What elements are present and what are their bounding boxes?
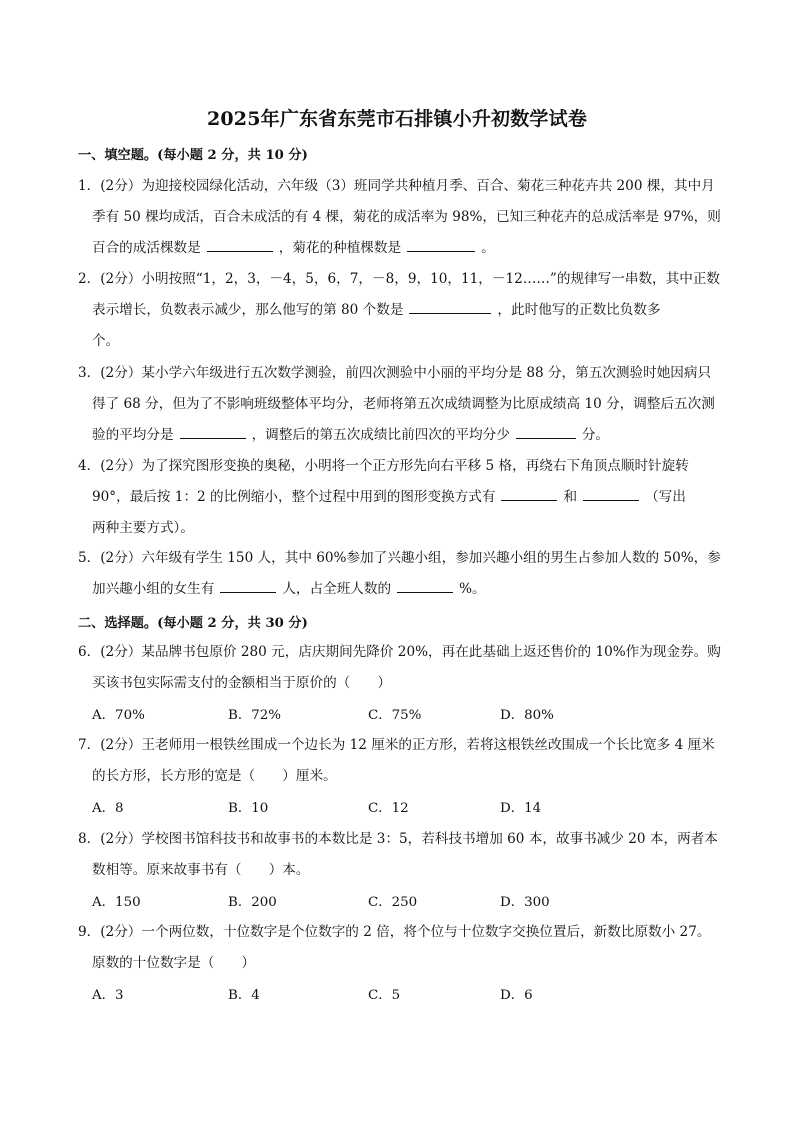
answer-blank[interactable] <box>220 578 276 593</box>
question-9-line-2: 原数的十位数字是（ ） <box>92 955 256 971</box>
question-4-text: 和 <box>563 489 578 505</box>
option-b[interactable]: B．4 <box>228 988 260 1003</box>
option-b[interactable]: B．200 <box>228 895 277 910</box>
question-5-line-2 <box>78 574 728 605</box>
question-2-line-3: 个。 <box>92 333 120 349</box>
question-3-text: 验的平均分是 <box>92 427 174 443</box>
question-4-line-3: 两种主要方式）。 <box>92 520 194 536</box>
question-1-line-3 <box>78 233 728 264</box>
question-1-line-2: 季有 50 棵均成活，百合未成活的有 4 棵，菊花的成活率为 98%，已知三种花卉的总成活率是 97%，则 <box>92 209 721 225</box>
question-4-text: （写出 <box>645 489 686 505</box>
answer-blank[interactable] <box>407 237 475 252</box>
option-d[interactable]: D．14 <box>500 801 542 816</box>
question-2-text: ，此时他写的正数比负数多 <box>497 302 661 318</box>
option-b[interactable]: B．10 <box>228 801 269 816</box>
question-2-line-2 <box>78 295 728 326</box>
question-8-line-1: 8．(2分）学校图书馆科技书和故事书的本数比是 3：5，若科技书增加 60 本，故事书减少 20 本，两者本 <box>78 831 718 847</box>
question-1-line-1: 1．(2分）为迎接校园绿化活动，六年级（3）班同学共种植月季、百合、菊花三种花卉共 200 棵，其中月 <box>78 178 715 194</box>
answer-blank[interactable] <box>583 486 639 501</box>
question-4-line-2 <box>78 482 728 513</box>
question-5-text: 人，占全班人数的 <box>282 581 392 597</box>
question-3-line-1: 3．(2分）某小学六年级进行五次数学测验，前四次测验中小丽的平均分是 88 分，第五次测验时她因病只 <box>78 365 712 381</box>
question-5-line-1: 5．(2分）六年级有学生 150 人，其中 60%参加了兴趣小组，参加兴趣小组的男生占参加人数的 50%，参 <box>78 550 721 566</box>
question-5-text: %。 <box>459 581 486 597</box>
question-3 <box>78 358 728 451</box>
question-9 <box>78 917 728 979</box>
question-3-text: 分。 <box>581 427 610 443</box>
question-1 <box>78 171 728 264</box>
question-4-text: 90°，最后按 1：2 的比例缩小，整个过程中用到的图形变换方式有 <box>92 489 496 505</box>
option-a[interactable]: A．70% <box>92 708 145 723</box>
question-7-line-1: 7．(2分）王老师用一根铁丝围成一个边长为 12 厘米的正方形，若将这根铁丝改围成一个长比宽多 4 厘米 <box>78 737 715 753</box>
question-7 <box>78 730 728 792</box>
page-title: 2025年广东省东莞市石排镇小升初数学试卷 <box>206 108 588 130</box>
question-1-text: 。 <box>481 240 495 256</box>
option-c[interactable]: C．250 <box>368 895 418 910</box>
question-4-line-1: 4．(2分）为了探究图形变换的奥秘，小明将一个正方形先向右平移 5 格，再绕右下角顶点顺时针旋转 <box>78 458 689 474</box>
answer-blank[interactable] <box>409 299 491 314</box>
question-1-text: ，菊花的种植棵数是 <box>278 240 402 256</box>
question-8-options <box>92 891 652 911</box>
question-8-line-2: 数相等。原来故事书有（ ）本。 <box>92 862 310 878</box>
question-6-line-1: 6．(2分）某品牌书包原价 280 元，店庆期间先降价 20%，再在此基础上返还售价的 10%作为现金券。购 <box>78 644 721 660</box>
answer-blank[interactable] <box>501 486 557 501</box>
answer-blank[interactable] <box>397 578 453 593</box>
option-d[interactable]: D．300 <box>500 895 550 910</box>
question-4 <box>78 451 728 544</box>
answer-blank[interactable] <box>207 237 273 252</box>
question-2-line-1: 2．(2分）小明按照“1，2，3，－4，5，6，7，－8，9，10，11，－12……”的规律写一串数，其中正数 <box>78 271 721 287</box>
question-3-line-2: 得了 68 分，但为了不影响班级整体平均分，老师将第五次成绩调整为比原成绩高 10 分，调整后五次测 <box>92 396 715 412</box>
question-8 <box>78 824 728 886</box>
question-2 <box>78 264 728 357</box>
option-a[interactable]: A．150 <box>92 895 141 910</box>
option-c[interactable]: C．12 <box>368 801 409 816</box>
question-5 <box>78 543 728 605</box>
question-3-text: ，调整后的第五次成绩比前四次的平均分少 <box>251 427 510 443</box>
question-6-options <box>92 704 652 724</box>
answer-blank[interactable] <box>180 424 246 439</box>
option-d[interactable]: D．80% <box>500 708 554 723</box>
section-choice-heading: 二、选择题。(每小题 2 分，共 30 分) <box>78 616 308 631</box>
question-9-line-1: 9．(2分）一个两位数，十位数字是个位数字的 2 倍，将个位与十位数字交换位置后，新数比原数小 27。 <box>78 924 711 940</box>
option-b[interactable]: B．72% <box>228 708 281 723</box>
question-5-text: 加兴趣小组的女生有 <box>92 581 215 597</box>
question-1-text: 百合的成活棵数是 <box>92 240 201 256</box>
option-a[interactable]: A．3 <box>92 988 124 1003</box>
option-c[interactable]: C．75% <box>368 708 422 723</box>
option-a[interactable]: A．8 <box>92 801 124 816</box>
question-7-line-2: 的长方形，长方形的宽是（ ）厘米。 <box>92 768 337 784</box>
answer-blank[interactable] <box>516 424 576 439</box>
question-6 <box>78 637 728 699</box>
section-fill-in-heading: 一、填空题。(每小题 2 分，共 10 分) <box>78 148 308 163</box>
question-3-line-3 <box>78 420 728 451</box>
question-9-options <box>92 984 652 1004</box>
option-c[interactable]: C．5 <box>368 988 401 1003</box>
option-d[interactable]: D．6 <box>500 988 533 1003</box>
question-7-options <box>92 797 652 817</box>
question-6-line-2: 买该书包实际需支付的金额相当于原价的（ ） <box>92 675 392 691</box>
question-2-text: 表示增长，负数表示减少，那么他写的第 80 个数是 <box>92 302 404 318</box>
